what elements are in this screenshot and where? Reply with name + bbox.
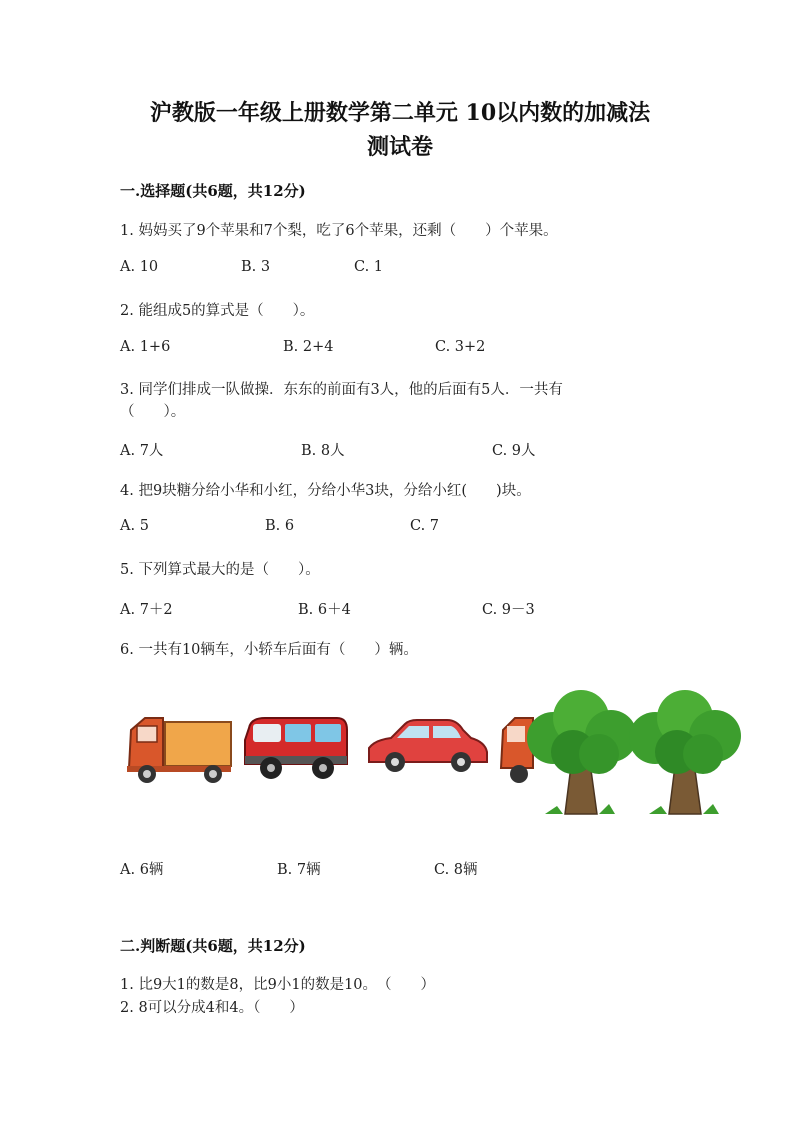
judgement-1: 1. 比9大1的数是8，比9小1的数是10。 （ ） — [120, 977, 436, 993]
q1-option-a: A. 10 — [120, 259, 159, 275]
question-3-line2: （ ）。 — [120, 404, 186, 420]
question-2: 2. 能组成5的算式是（ ）。 — [120, 303, 315, 319]
q4-option-a: A. 5 — [120, 518, 149, 534]
truck-icon — [127, 718, 231, 783]
q6-option-a: A. 6辆 — [120, 862, 164, 878]
q6-option-c: C. 8辆 — [434, 862, 478, 878]
van-icon — [245, 718, 347, 779]
page-title-line1: 沪教版一年级上册数学第二单元 10以内数的加减法 — [149, 100, 651, 126]
page-title-line2: 测试卷 — [366, 134, 433, 160]
question-4: 4. 把9块糖分给小华和小红，分给小华3块，分给小红( )块。 — [120, 483, 531, 499]
vehicles-and-trees-illustration — [125, 690, 745, 820]
q4-option-b: B. 6 — [265, 518, 295, 534]
q2-option-b: B. 2+4 — [283, 339, 334, 355]
tree-icon — [527, 690, 637, 814]
q1-option-c: C. 1 — [354, 259, 384, 275]
judgement-2: 2. 8可以分成4和4。（ ） — [120, 1000, 304, 1016]
section-heading-judgement: 二.判断题(共6题，共12分) — [120, 937, 306, 955]
q5-option-a: A. 7＋2 — [120, 602, 173, 618]
q1-option-b: B. 3 — [241, 259, 271, 275]
q4-option-c: C. 7 — [410, 518, 440, 534]
tree-icon — [629, 690, 741, 814]
q3-option-a: A. 7人 — [120, 443, 164, 459]
car-icon — [369, 720, 487, 772]
question-5: 5. 下列算式最大的是（ ）。 — [120, 562, 320, 578]
question-6: 6. 一共有10辆车，小轿车后面有（ ）辆。 — [120, 642, 418, 658]
question-1: 1. 妈妈买了9个苹果和7个梨，吃了6个苹果，还剩（ ）个苹果。 — [120, 223, 558, 239]
q5-option-c: C. 9－3 — [482, 602, 535, 618]
q5-option-b: B. 6＋4 — [298, 602, 351, 618]
q2-option-c: C. 3+2 — [435, 339, 486, 355]
section-heading-choice: 一.选择题(共6题，共12分) — [120, 182, 306, 200]
q2-option-a: A. 1+6 — [120, 339, 171, 355]
q3-option-b: B. 8人 — [301, 443, 345, 459]
q3-option-c: C. 9人 — [492, 443, 536, 459]
truck-icon — [501, 718, 533, 783]
q6-option-b: B. 7辆 — [277, 862, 321, 878]
question-3-line1: 3. 同学们排成一队做操．东东的前面有3人，他的后面有5人．一共有 — [120, 382, 563, 398]
